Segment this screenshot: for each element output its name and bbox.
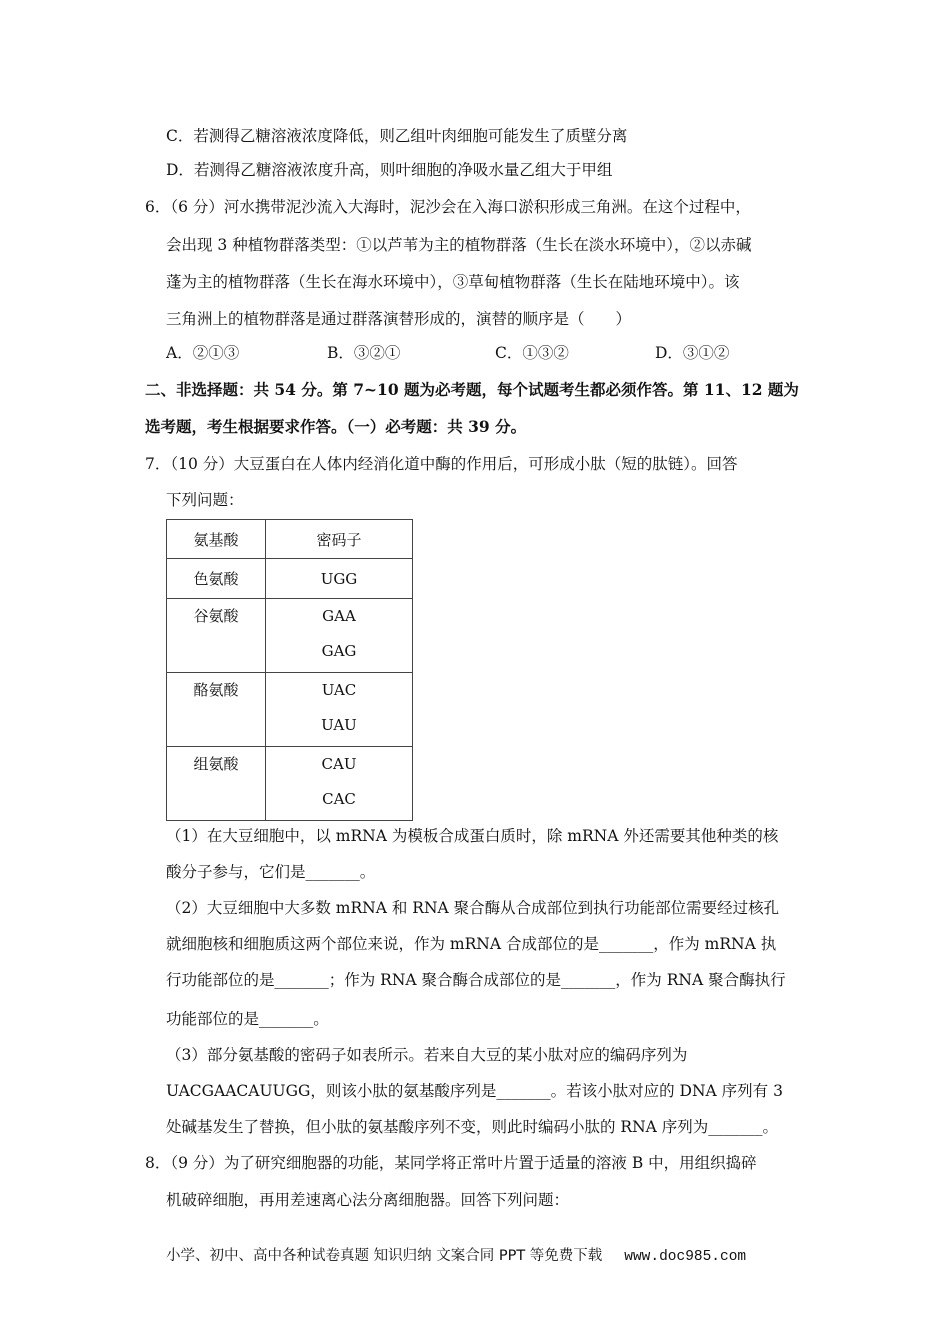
codon-value: UAC <box>321 681 357 699</box>
amino-acid-cell: 色氨酸 <box>167 559 266 599</box>
section-heading-line-1: 二、非选择题：共 54 分。第 7~10 题为必考题，每个试题考生都必须作答。第 11、12 题为 <box>145 380 799 399</box>
q7-part3-line-2: UACGAACAUUGG，则该小肽的氨基酸序列是_______。若该小肽对应的 DNA 序列有 3 <box>166 1082 783 1100</box>
footer-text: 小学、初中、高中各种试卷真题 知识归纳 文案合同 PPT 等免费下载 <box>166 1248 603 1264</box>
codon-cell: UGG <box>266 559 413 599</box>
codon-table <box>166 519 413 821</box>
q6-stem-line-2: 会出现 3 种植物群落类型：①以芦苇为主的植物群落（生长在淡水环境中），②以赤碱 <box>166 236 752 254</box>
q6-option-a: A．②①③ <box>166 344 240 362</box>
q5-option-d: D．若测得乙糖溶液浓度升高，则叶细胞的净吸水量乙组大于甲组 <box>166 161 613 179</box>
q6-stem-line-3: 蓬为主的植物群落（生长在海水环境中），③草甸植物群落（生长在陆地环境中）。该 <box>166 273 740 291</box>
codon-value: UAU <box>321 716 357 734</box>
q5-option-c: C．若测得乙糖溶液浓度降低，则乙组叶肉细胞可能发生了质壁分离 <box>166 127 628 145</box>
footer-site-link[interactable]: www.doc985.com <box>624 1249 747 1265</box>
q6-option-d: D．③①② <box>655 344 730 362</box>
q6-stem-line-4: 三角洲上的植物群落是通过群落演替形成的，演替的顺序是（ ） <box>166 310 632 328</box>
q6-option-b: B．③②① <box>327 344 401 362</box>
q7-part1-line-1: （1）在大豆细胞中，以 mRNA 为模板合成蛋白质时，除 mRNA 外还需要其他种类的核 <box>166 827 779 845</box>
q7-part1-line-2: 酸分子参与，它们是_______。 <box>166 863 376 881</box>
header-amino-acid: 氨基酸 <box>167 520 266 559</box>
table-row <box>167 673 413 747</box>
q6-option-c: C．①③② <box>495 344 569 362</box>
codon-value: GAA <box>322 607 356 625</box>
codon-value: CAC <box>322 790 356 808</box>
amino-acid-cell <box>167 673 266 747</box>
q6-stem-line-1: 6．（6 分）河水携带泥沙流入大海时，泥沙会在入海口淤积形成三角洲。在这个过程中， <box>145 198 751 216</box>
q7-stem-line-2: 下列问题： <box>166 491 244 509</box>
q8-stem-line-2: 机破碎细胞，再用差速离心法分离细胞器。回答下列问题： <box>166 1191 570 1209</box>
codon-cell <box>266 747 413 821</box>
q7-part2-line-4: 功能部位的是_______。 <box>166 1010 329 1028</box>
amino-acid-label: 酪氨酸 <box>193 681 239 699</box>
section-heading-line-2: 选考题，考生根据要求作答。（一）必考题：共 39 分。 <box>145 417 527 436</box>
codon-value: GAG <box>321 642 357 660</box>
footer <box>166 1244 746 1265</box>
table-header-row <box>167 520 413 559</box>
codon-cell <box>266 673 413 747</box>
header-codon: 密码子 <box>266 520 413 559</box>
codon-value: CAU <box>321 755 357 773</box>
q7-part2-line-2: 就细胞核和细胞质这两个部位来说，作为 mRNA 合成部位的是_______，作为 mRNA 执 <box>166 935 777 953</box>
amino-acid-cell <box>167 747 266 821</box>
q7-part3-line-1: （3）部分氨基酸的密码子如表所示。若来自大豆的某小肽对应的编码序列为 <box>166 1046 688 1064</box>
q7-part2-line-1: （2）大豆细胞中大多数 mRNA 和 RNA 聚合酶从合成部位到执行功能部位需要经过核孔 <box>166 899 780 917</box>
q7-part2-line-3: 行功能部位的是_______；作为 RNA 聚合酶合成部位的是_______，作为 RNA 聚合酶执行 <box>166 971 786 989</box>
codon-cell <box>266 599 413 673</box>
table-row <box>167 747 413 821</box>
q7-stem-line-1: 7．（10 分）大豆蛋白在人体内经消化道中酶的作用后，可形成小肽（短的肽链）。回答 <box>145 455 738 473</box>
amino-acid-cell <box>167 599 266 673</box>
table-row <box>167 559 413 599</box>
q8-stem-line-1: 8．（9 分）为了研究细胞器的功能，某同学将正常叶片置于适量的溶液 B 中，用组织捣碎 <box>145 1154 757 1172</box>
amino-acid-label: 组氨酸 <box>193 755 239 773</box>
q7-part3-line-3: 处碱基发生了替换，但小肽的氨基酸序列不变，则此时编码小肽的 RNA 序列为_______。 <box>166 1118 779 1136</box>
amino-acid-label: 谷氨酸 <box>193 607 239 625</box>
table-row <box>167 599 413 673</box>
